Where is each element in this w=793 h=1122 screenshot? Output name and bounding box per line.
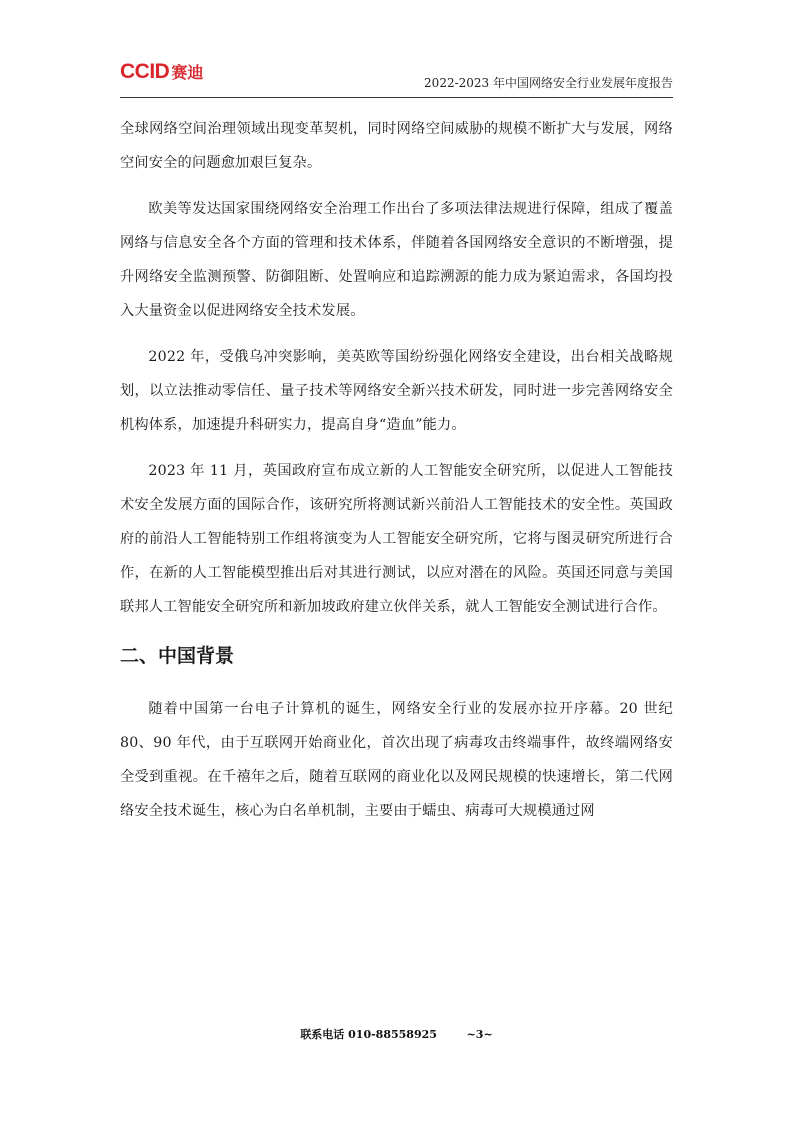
header-divider: [120, 97, 673, 98]
paragraph-3: 2022 年，受俄乌冲突影响，美英欧等国纷纷强化网络安全建设，出台相关战略规划，以立法推动零信任、量子技术等网络安全新兴技术研发，同时进一步完善网络安全机构体系，加速提升科研实力，提高自身“造血”能力。: [120, 349, 673, 433]
footer-contact: 联系电话 010-88558925: [300, 1028, 437, 1041]
paragraph-1: 全球网络空间治理领域出现变革契机，同时网络空间威胁的规模不断扩大与发展，网络空间安全的问题愈加艰巨复杂。: [120, 121, 673, 171]
logo-chinese-text: 赛迪: [171, 63, 204, 82]
ccid-logo: [120, 60, 203, 84]
section-heading: 二、中国背景: [120, 645, 235, 667]
report-title: 2022-2023 年中国网络安全行业发展年度报告: [424, 76, 673, 90]
page-header: [120, 58, 673, 98]
paragraph-4: 2023 年 11 月，英国政府宣布成立新的人工智能安全研究所，以促进人工智能技术安全发展方面的国际合作，该研究所将测试新兴前沿人工智能技术的安全性。英国政府的前沿人工智能特别工作组将演变为人工智能安全研究所，它将与图灵研究所进行合作，在新的人工智能模型推出后对其进行测试，以应对潜在的风险。英国还同意与美国联邦人工智能安全研究所和新加坡政府建立伙伴关系，就人工智能安全测试进行合作。: [120, 463, 673, 615]
page-number: ~3~: [466, 1028, 493, 1041]
paragraph-2: 欧美等发达国家围绕网络安全治理工作出台了多项法律法规进行保障，组成了覆盖网络与信息安全各个方面的管理和技术体系，伴随着各国网络安全意识的不断增强，提升网络安全监测预警、防御阻断、处置响应和追踪溯源的能力成为紧迫需求，各国均投入大量资金以促进网络安全技术发展。: [120, 201, 673, 319]
page-body: [120, 112, 673, 840]
page-footer: [0, 1026, 793, 1042]
logo-latin-text: CCID: [120, 60, 170, 83]
paragraph-5: 随着中国第一台电子计算机的诞生，网络安全行业的发展亦拉开序幕。20 世纪 80、90 年代，由于互联网开始商业化，首次出现了病毒攻击终端事件，故终端网络安全受到重视。在千禧年之后，随着互联网的商业化以及网民规模的快速增长，第二代网络安全技术诞生，核心为白名单机制，主要由于蠕虫、病毒可大规模通过网: [120, 701, 673, 819]
